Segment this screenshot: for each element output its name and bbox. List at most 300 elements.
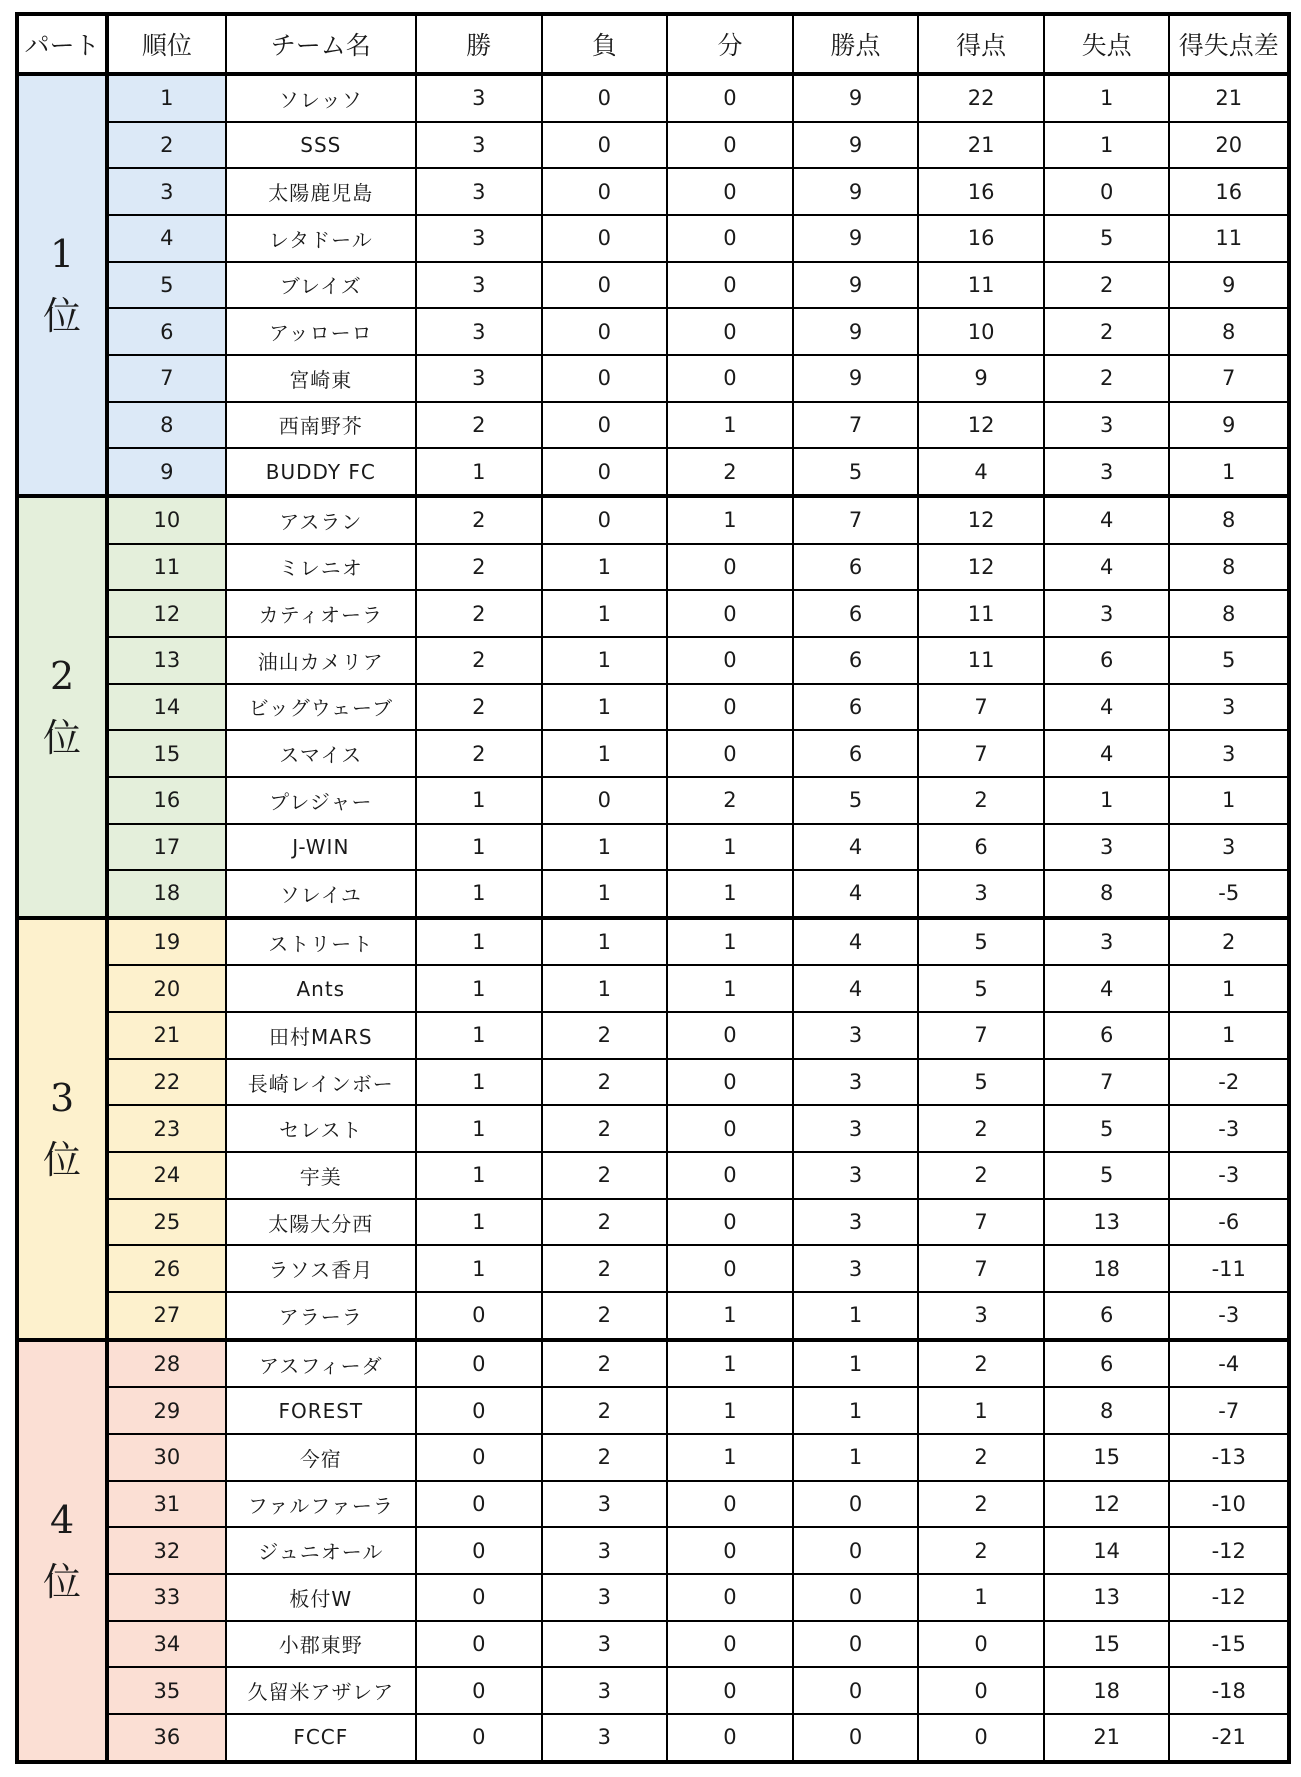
losses-cell: 3 <box>542 1481 668 1528</box>
table-row <box>17 824 1289 871</box>
goals-for-cell: 7 <box>918 1012 1044 1059</box>
points-cell: 0 <box>793 1667 919 1714</box>
wins-cell: 1 <box>416 1105 542 1152</box>
wins-cell: 1 <box>416 965 542 1012</box>
table-row <box>17 1574 1289 1621</box>
header-losses: 負 <box>542 14 668 74</box>
team-name-cell: カティオーラ <box>226 590 416 637</box>
goals-for-cell: 3 <box>918 870 1044 918</box>
draws-cell: 0 <box>667 1152 793 1199</box>
goals-for-cell: 11 <box>918 637 1044 684</box>
rank-cell: 5 <box>107 262 225 309</box>
team-name-cell: 板付W <box>226 1574 416 1621</box>
wins-cell: 1 <box>416 777 542 824</box>
team-name-cell: セレスト <box>226 1105 416 1152</box>
table-row <box>17 1245 1289 1292</box>
team-name-cell: FCCF <box>226 1714 416 1762</box>
losses-cell: 0 <box>542 448 668 496</box>
losses-cell: 1 <box>542 637 668 684</box>
part-number: 1 <box>49 231 75 276</box>
table-row <box>17 168 1289 215</box>
header-part: パート <box>17 14 107 74</box>
goals-against-cell: 13 <box>1044 1199 1170 1246</box>
wins-cell: 3 <box>416 355 542 402</box>
team-name-cell: FOREST <box>226 1387 416 1434</box>
rank-cell: 30 <box>107 1434 225 1481</box>
goals-for-cell: 22 <box>918 74 1044 122</box>
goal-difference-cell: 8 <box>1169 590 1289 637</box>
goals-against-cell: 3 <box>1044 402 1170 449</box>
goal-difference-cell: -12 <box>1169 1527 1289 1574</box>
draws-cell: 1 <box>667 1292 793 1340</box>
draws-cell: 0 <box>667 168 793 215</box>
points-cell: 7 <box>793 496 919 544</box>
header-wins: 勝 <box>416 14 542 74</box>
table-row <box>17 215 1289 262</box>
goals-against-cell: 18 <box>1044 1245 1170 1292</box>
draws-cell: 0 <box>667 1527 793 1574</box>
team-name-cell: ファルファーラ <box>226 1481 416 1528</box>
goal-difference-cell: -4 <box>1169 1340 1289 1388</box>
table-row <box>17 1340 1289 1388</box>
table-row <box>17 777 1289 824</box>
team-name-cell: アッローロ <box>226 308 416 355</box>
rank-cell: 19 <box>107 918 225 966</box>
table-row <box>17 965 1289 1012</box>
wins-cell: 2 <box>416 544 542 591</box>
goals-for-cell: 21 <box>918 122 1044 169</box>
draws-cell: 0 <box>667 1667 793 1714</box>
rank-cell: 23 <box>107 1105 225 1152</box>
part-cell <box>17 1340 107 1762</box>
rank-cell: 4 <box>107 215 225 262</box>
team-name-cell: 田村MARS <box>226 1012 416 1059</box>
team-name-cell: J-WIN <box>226 824 416 871</box>
losses-cell: 2 <box>542 1199 668 1246</box>
goals-for-cell: 1 <box>918 1387 1044 1434</box>
draws-cell: 0 <box>667 308 793 355</box>
rank-cell: 13 <box>107 637 225 684</box>
goals-against-cell: 4 <box>1044 684 1170 731</box>
rank-cell: 28 <box>107 1340 225 1388</box>
team-name-cell: アラーラ <box>226 1292 416 1340</box>
rank-cell: 11 <box>107 544 225 591</box>
losses-cell: 0 <box>542 262 668 309</box>
goals-against-cell: 18 <box>1044 1667 1170 1714</box>
goals-for-cell: 2 <box>918 1481 1044 1528</box>
goals-for-cell: 6 <box>918 824 1044 871</box>
table-row <box>17 1527 1289 1574</box>
goals-for-cell: 0 <box>918 1621 1044 1668</box>
goal-difference-cell: -11 <box>1169 1245 1289 1292</box>
goals-against-cell: 4 <box>1044 730 1170 777</box>
header-rank: 順位 <box>107 14 225 74</box>
losses-cell: 0 <box>542 496 668 544</box>
wins-cell: 2 <box>416 496 542 544</box>
table-row <box>17 1105 1289 1152</box>
rank-cell: 33 <box>107 1574 225 1621</box>
losses-cell: 1 <box>542 918 668 966</box>
team-name-cell: ソレッソ <box>226 74 416 122</box>
goals-for-cell: 2 <box>918 1105 1044 1152</box>
wins-cell: 0 <box>416 1574 542 1621</box>
table-row <box>17 544 1289 591</box>
draws-cell: 1 <box>667 918 793 966</box>
losses-cell: 0 <box>542 168 668 215</box>
goals-for-cell: 12 <box>918 544 1044 591</box>
goals-for-cell: 2 <box>918 1152 1044 1199</box>
table-row <box>17 355 1289 402</box>
losses-cell: 2 <box>542 1105 668 1152</box>
points-cell: 3 <box>793 1012 919 1059</box>
table-row <box>17 1199 1289 1246</box>
draws-cell: 0 <box>667 74 793 122</box>
table-row <box>17 496 1289 544</box>
losses-cell: 3 <box>542 1527 668 1574</box>
draws-cell: 2 <box>667 448 793 496</box>
table-row <box>17 1434 1289 1481</box>
goal-difference-cell: 1 <box>1169 777 1289 824</box>
wins-cell: 0 <box>416 1340 542 1388</box>
losses-cell: 1 <box>542 730 668 777</box>
wins-cell: 0 <box>416 1481 542 1528</box>
wins-cell: 1 <box>416 1152 542 1199</box>
goals-against-cell: 12 <box>1044 1481 1170 1528</box>
draws-cell: 0 <box>667 262 793 309</box>
team-name-cell: 長崎レインボー <box>226 1059 416 1106</box>
draws-cell: 1 <box>667 496 793 544</box>
draws-cell: 0 <box>667 1105 793 1152</box>
draws-cell: 0 <box>667 1481 793 1528</box>
draws-cell: 1 <box>667 870 793 918</box>
table-row <box>17 448 1289 496</box>
goal-difference-cell: -15 <box>1169 1621 1289 1668</box>
table-row <box>17 1481 1289 1528</box>
table-row <box>17 1714 1289 1762</box>
table-row <box>17 1387 1289 1434</box>
draws-cell: 0 <box>667 355 793 402</box>
draws-cell: 0 <box>667 1199 793 1246</box>
wins-cell: 0 <box>416 1292 542 1340</box>
header-goals-for: 得点 <box>918 14 1044 74</box>
table-row <box>17 308 1289 355</box>
points-cell: 4 <box>793 870 919 918</box>
goal-difference-cell: 8 <box>1169 308 1289 355</box>
rank-cell: 3 <box>107 168 225 215</box>
goals-for-cell: 12 <box>918 496 1044 544</box>
goal-difference-cell: -12 <box>1169 1574 1289 1621</box>
table-row <box>17 870 1289 918</box>
goals-against-cell: 8 <box>1044 1387 1170 1434</box>
rank-cell: 6 <box>107 308 225 355</box>
points-cell: 5 <box>793 777 919 824</box>
part-cell <box>17 74 107 496</box>
points-cell: 9 <box>793 74 919 122</box>
goal-difference-cell: 2 <box>1169 918 1289 966</box>
points-cell: 1 <box>793 1434 919 1481</box>
losses-cell: 2 <box>542 1292 668 1340</box>
table-header <box>17 14 1289 74</box>
draws-cell: 1 <box>667 824 793 871</box>
table-row <box>17 262 1289 309</box>
goal-difference-cell: 5 <box>1169 637 1289 684</box>
rank-cell: 18 <box>107 870 225 918</box>
draws-cell: 2 <box>667 777 793 824</box>
draws-cell: 0 <box>667 1012 793 1059</box>
wins-cell: 3 <box>416 215 542 262</box>
wins-cell: 0 <box>416 1621 542 1668</box>
goal-difference-cell: -18 <box>1169 1667 1289 1714</box>
table-row <box>17 1667 1289 1714</box>
team-name-cell: スマイス <box>226 730 416 777</box>
wins-cell: 3 <box>416 262 542 309</box>
team-name-cell: ストリート <box>226 918 416 966</box>
wins-cell: 3 <box>416 122 542 169</box>
draws-cell: 0 <box>667 1714 793 1762</box>
goals-for-cell: 7 <box>918 1199 1044 1246</box>
points-cell: 3 <box>793 1059 919 1106</box>
goals-for-cell: 2 <box>918 1434 1044 1481</box>
wins-cell: 3 <box>416 74 542 122</box>
goals-for-cell: 9 <box>918 355 1044 402</box>
team-name-cell: レタドール <box>226 215 416 262</box>
standings-table <box>15 12 1291 1764</box>
goals-for-cell: 12 <box>918 402 1044 449</box>
points-cell: 0 <box>793 1621 919 1668</box>
header-draws: 分 <box>667 14 793 74</box>
points-cell: 0 <box>793 1527 919 1574</box>
goals-for-cell: 2 <box>918 1527 1044 1574</box>
table-row <box>17 402 1289 449</box>
goals-against-cell: 4 <box>1044 544 1170 591</box>
table-row <box>17 637 1289 684</box>
rank-cell: 14 <box>107 684 225 731</box>
rank-cell: 7 <box>107 355 225 402</box>
part-number: 2 <box>49 653 75 698</box>
goals-for-cell: 2 <box>918 777 1044 824</box>
losses-cell: 1 <box>542 684 668 731</box>
table-row <box>17 730 1289 777</box>
wins-cell: 0 <box>416 1714 542 1762</box>
wins-cell: 2 <box>416 402 542 449</box>
wins-cell: 1 <box>416 918 542 966</box>
losses-cell: 0 <box>542 355 668 402</box>
goals-against-cell: 15 <box>1044 1621 1170 1668</box>
goal-difference-cell: 16 <box>1169 168 1289 215</box>
losses-cell: 0 <box>542 402 668 449</box>
goal-difference-cell: 11 <box>1169 215 1289 262</box>
goals-against-cell: 6 <box>1044 1292 1170 1340</box>
table-body <box>17 74 1289 1762</box>
points-cell: 0 <box>793 1574 919 1621</box>
table-row <box>17 1059 1289 1106</box>
table-row <box>17 918 1289 966</box>
losses-cell: 3 <box>542 1667 668 1714</box>
goals-against-cell: 21 <box>1044 1714 1170 1762</box>
team-name-cell: 太陽大分西 <box>226 1199 416 1246</box>
goal-difference-cell: 9 <box>1169 262 1289 309</box>
goals-for-cell: 5 <box>918 965 1044 1012</box>
points-cell: 5 <box>793 448 919 496</box>
draws-cell: 0 <box>667 1574 793 1621</box>
rank-cell: 10 <box>107 496 225 544</box>
points-cell: 9 <box>793 262 919 309</box>
goal-difference-cell: 3 <box>1169 730 1289 777</box>
losses-cell: 0 <box>542 74 668 122</box>
draws-cell: 0 <box>667 637 793 684</box>
losses-cell: 3 <box>542 1621 668 1668</box>
goals-against-cell: 6 <box>1044 637 1170 684</box>
points-cell: 6 <box>793 684 919 731</box>
goals-for-cell: 7 <box>918 684 1044 731</box>
draws-cell: 1 <box>667 1387 793 1434</box>
points-cell: 1 <box>793 1387 919 1434</box>
goals-against-cell: 1 <box>1044 74 1170 122</box>
rank-cell: 9 <box>107 448 225 496</box>
losses-cell: 1 <box>542 965 668 1012</box>
part-cell <box>17 496 107 918</box>
goals-against-cell: 5 <box>1044 215 1170 262</box>
draws-cell: 0 <box>667 730 793 777</box>
rank-cell: 8 <box>107 402 225 449</box>
rank-cell: 27 <box>107 1292 225 1340</box>
goals-against-cell: 3 <box>1044 918 1170 966</box>
part-number: 3 <box>49 1075 75 1120</box>
rank-cell: 17 <box>107 824 225 871</box>
table-row <box>17 74 1289 122</box>
rank-cell: 31 <box>107 1481 225 1528</box>
goals-for-cell: 10 <box>918 308 1044 355</box>
goal-difference-cell: 1 <box>1169 1012 1289 1059</box>
wins-cell: 2 <box>416 590 542 637</box>
goals-against-cell: 7 <box>1044 1059 1170 1106</box>
goal-difference-cell: 1 <box>1169 965 1289 1012</box>
goals-for-cell: 7 <box>918 1245 1044 1292</box>
wins-cell: 1 <box>416 1245 542 1292</box>
wins-cell: 1 <box>416 870 542 918</box>
goals-for-cell: 3 <box>918 1292 1044 1340</box>
rank-cell: 15 <box>107 730 225 777</box>
team-name-cell: 太陽鹿児島 <box>226 168 416 215</box>
wins-cell: 1 <box>416 1012 542 1059</box>
losses-cell: 3 <box>542 1574 668 1621</box>
rank-cell: 2 <box>107 122 225 169</box>
table-row <box>17 122 1289 169</box>
team-name-cell: BUDDY FC <box>226 448 416 496</box>
wins-cell: 0 <box>416 1387 542 1434</box>
losses-cell: 2 <box>542 1012 668 1059</box>
team-name-cell: ビッグウェーブ <box>226 684 416 731</box>
team-name-cell: 西南野芥 <box>226 402 416 449</box>
points-cell: 4 <box>793 965 919 1012</box>
team-name-cell: 油山カメリア <box>226 637 416 684</box>
goals-against-cell: 3 <box>1044 824 1170 871</box>
goals-against-cell: 1 <box>1044 122 1170 169</box>
goal-difference-cell: 7 <box>1169 355 1289 402</box>
losses-cell: 0 <box>542 308 668 355</box>
rank-cell: 22 <box>107 1059 225 1106</box>
wins-cell: 3 <box>416 308 542 355</box>
team-name-cell: プレジャー <box>226 777 416 824</box>
points-cell: 6 <box>793 730 919 777</box>
goal-difference-cell: -6 <box>1169 1199 1289 1246</box>
goals-against-cell: 2 <box>1044 355 1170 402</box>
header-team: チーム名 <box>226 14 416 74</box>
wins-cell: 0 <box>416 1527 542 1574</box>
draws-cell: 1 <box>667 1434 793 1481</box>
losses-cell: 2 <box>542 1434 668 1481</box>
goal-difference-cell: -3 <box>1169 1152 1289 1199</box>
team-name-cell: ラソス香月 <box>226 1245 416 1292</box>
header-goal-difference: 得失点差 <box>1169 14 1289 74</box>
rank-cell: 29 <box>107 1387 225 1434</box>
points-cell: 3 <box>793 1245 919 1292</box>
points-cell: 7 <box>793 402 919 449</box>
table-row <box>17 590 1289 637</box>
goal-difference-cell: 3 <box>1169 684 1289 731</box>
goals-for-cell: 2 <box>918 1340 1044 1388</box>
draws-cell: 0 <box>667 215 793 262</box>
team-name-cell: ブレイズ <box>226 262 416 309</box>
goals-against-cell: 6 <box>1044 1340 1170 1388</box>
draws-cell: 0 <box>667 544 793 591</box>
losses-cell: 0 <box>542 122 668 169</box>
table-row <box>17 1012 1289 1059</box>
wins-cell: 2 <box>416 637 542 684</box>
table-row <box>17 1621 1289 1668</box>
rank-cell: 20 <box>107 965 225 1012</box>
rank-cell: 34 <box>107 1621 225 1668</box>
goal-difference-cell: 20 <box>1169 122 1289 169</box>
part-cell <box>17 918 107 1340</box>
team-name-cell: 宮崎東 <box>226 355 416 402</box>
losses-cell: 1 <box>542 590 668 637</box>
team-name-cell: Ants <box>226 965 416 1012</box>
team-name-cell: 小郡東野 <box>226 1621 416 1668</box>
losses-cell: 2 <box>542 1245 668 1292</box>
losses-cell: 3 <box>542 1714 668 1762</box>
team-name-cell: 久留米アザレア <box>226 1667 416 1714</box>
goals-against-cell: 8 <box>1044 870 1170 918</box>
team-name-cell: 宇美 <box>226 1152 416 1199</box>
points-cell: 9 <box>793 308 919 355</box>
table-row <box>17 1152 1289 1199</box>
rank-cell: 16 <box>107 777 225 824</box>
goal-difference-cell: -10 <box>1169 1481 1289 1528</box>
draws-cell: 0 <box>667 684 793 731</box>
goals-against-cell: 13 <box>1044 1574 1170 1621</box>
draws-cell: 0 <box>667 1621 793 1668</box>
part-suffix: 位 <box>43 1137 82 1182</box>
goals-for-cell: 11 <box>918 262 1044 309</box>
rank-cell: 25 <box>107 1199 225 1246</box>
points-cell: 0 <box>793 1481 919 1528</box>
team-name-cell: ミレニオ <box>226 544 416 591</box>
goals-against-cell: 0 <box>1044 168 1170 215</box>
table-row <box>17 684 1289 731</box>
goals-against-cell: 4 <box>1044 965 1170 1012</box>
goals-for-cell: 4 <box>918 448 1044 496</box>
draws-cell: 0 <box>667 122 793 169</box>
goals-against-cell: 6 <box>1044 1012 1170 1059</box>
wins-cell: 0 <box>416 1434 542 1481</box>
goals-against-cell: 1 <box>1044 777 1170 824</box>
points-cell: 6 <box>793 590 919 637</box>
wins-cell: 2 <box>416 684 542 731</box>
goals-against-cell: 3 <box>1044 448 1170 496</box>
part-suffix: 位 <box>43 1559 82 1604</box>
rank-cell: 35 <box>107 1667 225 1714</box>
